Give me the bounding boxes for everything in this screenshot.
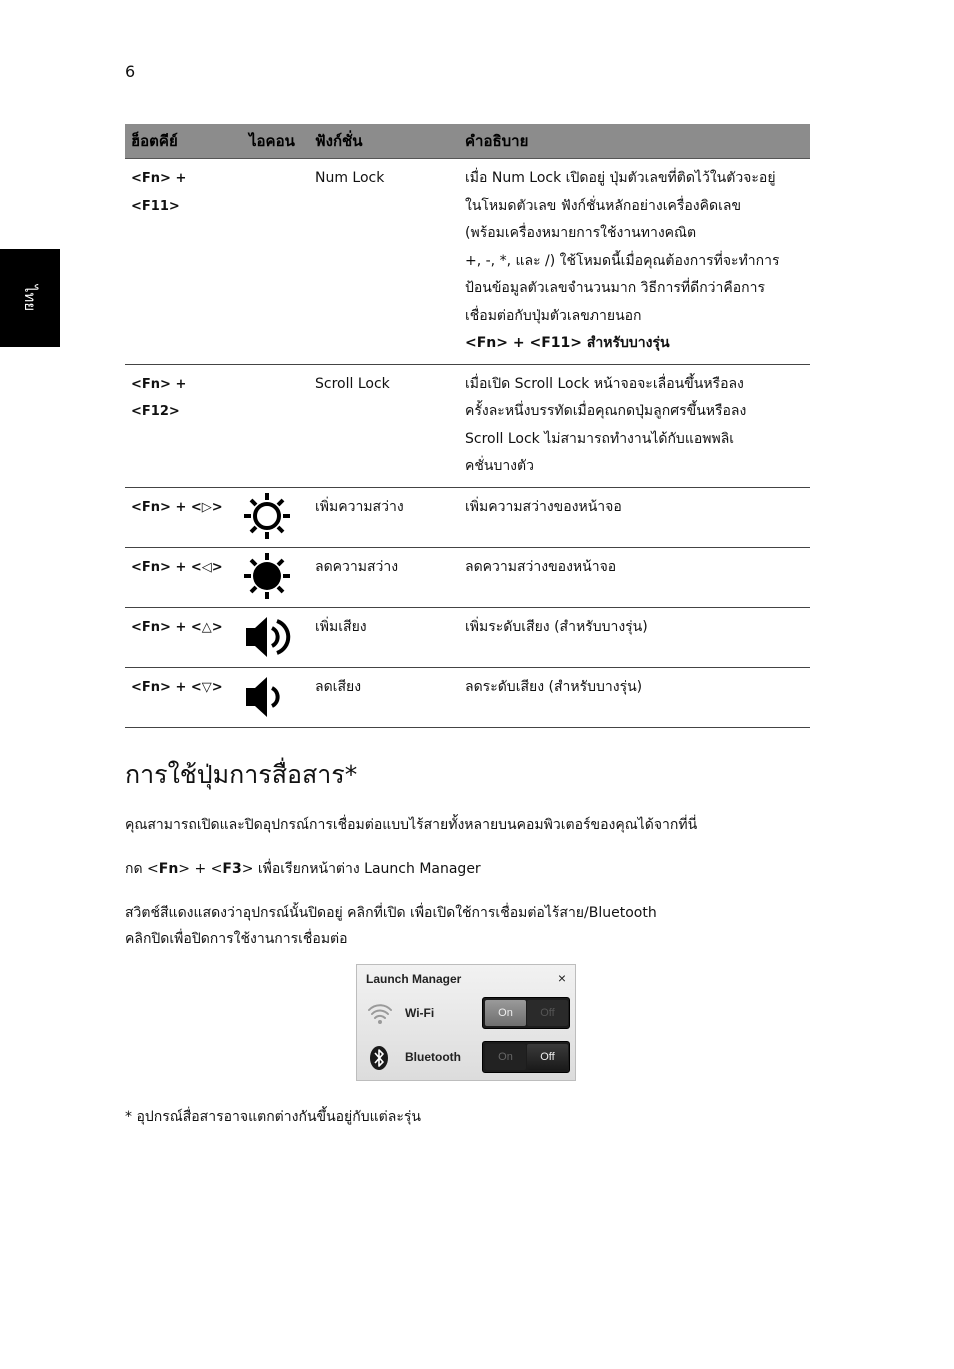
description-line: ป้อนข้อมูลตัวเลขจำนวนมาก วิธีการที่ดีกว่าคือการ xyxy=(465,280,766,296)
description-line: เชื่อมต่อกับปุ่มตัวเลขภายนอก xyxy=(465,307,642,324)
table-row xyxy=(125,364,810,487)
bluetooth-label: Bluetooth xyxy=(405,1050,461,1064)
description-line: คชั่นบางตัว xyxy=(465,458,534,474)
hotkey-table xyxy=(125,124,810,728)
table-row xyxy=(125,487,810,547)
shortcut-key-f3: F3 xyxy=(222,861,242,877)
hotkey-cell: <Fn> + <△> xyxy=(125,607,243,667)
bluetooth-on-button[interactable]: On xyxy=(485,1044,526,1070)
section-title: การใช้ปุ่มการสื่อสาร* xyxy=(125,760,358,789)
function-cell: Scroll Lock xyxy=(309,364,459,487)
intro-paragraph: คุณสามารถเปิดและปิดอุปกรณ์การเชื่อมต่อแบบไร้สายทั้งหลายบนคอมพิวเตอร์ของคุณได้จากที่นี่ xyxy=(125,817,698,833)
brightness-down-icon xyxy=(243,548,303,608)
bluetooth-off-button[interactable]: Off xyxy=(527,1044,568,1070)
header-function: ฟังก์ชั่น xyxy=(309,124,459,159)
shortcut-suffix: > เพื่อเรียกหน้าต่าง Launch Manager xyxy=(241,861,481,877)
wifi-label: Wi-Fi xyxy=(405,1006,435,1020)
table-row xyxy=(125,547,810,607)
header-description: คำอธิบาย xyxy=(459,124,810,159)
wifi-icon xyxy=(367,1001,393,1027)
brightness-up-icon xyxy=(243,488,303,548)
bluetooth-row xyxy=(357,1041,575,1075)
description-cell xyxy=(459,159,810,365)
side-tab-label: ไทย xyxy=(20,284,39,312)
header-icon: ไอคอน xyxy=(243,124,309,159)
table-header-row xyxy=(125,124,810,159)
volume-down-icon xyxy=(243,668,303,728)
shortcut-prefix: กด < xyxy=(125,861,159,877)
description-line: เพิ่มระดับเสียง (สำหรับบางรุ่น) xyxy=(465,618,648,635)
shortcut-key-fn: Fn xyxy=(158,861,179,877)
description-bold-line: <Fn> + <F11> สำหรับบางรุ่น xyxy=(465,335,670,351)
wifi-on-button[interactable]: On xyxy=(485,1000,526,1026)
icon-cell xyxy=(243,547,309,607)
volume-up-icon xyxy=(243,608,303,668)
shortcut-paragraph xyxy=(125,856,481,882)
switch-paragraph xyxy=(125,900,657,952)
function-cell: ลดเสียง xyxy=(309,667,459,727)
description-line: ในโหมดตัวเลข ฟังก์ชั่นหลักอย่างเครื่องคิดเลข xyxy=(465,197,742,214)
header-hotkey: ฮ็อตคีย์ xyxy=(125,124,243,159)
description-cell xyxy=(459,487,810,547)
description-cell xyxy=(459,364,810,487)
description-line: ครั้งละหนึ่งบรรทัดเมื่อคุณกดปุ่มลูกศรขึ้นหรือลง xyxy=(465,403,747,419)
description-line: เมื่อเปิด Scroll Lock หน้าจอจะเลื่อนขึ้นหรือลง xyxy=(465,375,744,392)
description-line: ลดระดับเสียง (สำหรับบางรุ่น) xyxy=(465,678,643,695)
description-cell xyxy=(459,547,810,607)
function-cell: เพิ่มเสียง xyxy=(309,607,459,667)
hotkey-cell: <Fn> + <F11> xyxy=(125,159,243,365)
function-cell: ลดความสว่าง xyxy=(309,547,459,607)
description-line: เพิ่มความสว่างของหน้าจอ xyxy=(465,498,622,515)
description-line: เมื่อ Num Lock เปิดอยู่ ปุ่มตัวเลขที่ติดไว้ในตัวจะอยู่ xyxy=(465,170,776,186)
description-cell xyxy=(459,667,810,727)
wifi-toggle[interactable] xyxy=(482,997,570,1029)
hotkey-cell: <Fn> + <◁> xyxy=(125,547,243,607)
function-cell: Num Lock xyxy=(309,159,459,365)
table-row xyxy=(125,607,810,667)
switch-line-1: สวิตช์สีแดงแสดงว่าอุปกรณ์นั้นปิดอยู่ คลิกที่เปิด เพื่อเปิดใช้การเชื่อมต่อไร้สาย/Bluetooth xyxy=(125,905,657,921)
description-cell xyxy=(459,607,810,667)
icon-cell xyxy=(243,607,309,667)
language-side-tab xyxy=(0,249,60,347)
description-line: Scroll Lock ไม่สามารถทำงานได้กับแอพพลิเ xyxy=(465,430,735,447)
icon-cell xyxy=(243,667,309,727)
icon-cell xyxy=(243,487,309,547)
hotkey-cell: <Fn> + <▷> xyxy=(125,487,243,547)
hotkey-cell: <Fn> + <▽> xyxy=(125,667,243,727)
wifi-row xyxy=(357,997,575,1031)
bluetooth-toggle[interactable] xyxy=(482,1041,570,1073)
shortcut-mid: > + < xyxy=(178,861,223,877)
icon-cell xyxy=(243,159,309,365)
hotkey-cell: <Fn> + <F12> xyxy=(125,364,243,487)
table-row xyxy=(125,159,810,365)
description-line: ลดความสว่างของหน้าจอ xyxy=(465,558,617,575)
page-number: 6 xyxy=(125,62,136,81)
function-cell: เพิ่มความสว่าง xyxy=(309,487,459,547)
description-line: +, -, *, และ /) ใช้โหมดนี้เมื่อคุณต้องการที่จะทำการ xyxy=(465,252,780,269)
close-icon[interactable]: × xyxy=(557,970,566,986)
description-line: (พร้อมเครื่องหมายการใช้งานทางคณิต xyxy=(465,225,697,241)
bluetooth-icon xyxy=(367,1045,393,1071)
icon-cell xyxy=(243,364,309,487)
wifi-off-button[interactable]: Off xyxy=(527,1000,568,1026)
launch-manager-title: Launch Manager xyxy=(366,972,462,986)
table-row xyxy=(125,667,810,727)
switch-line-2: คลิกปิดเพื่อปิดการใช้งานการเชื่อมต่อ xyxy=(125,931,348,947)
footnote: * อุปกรณ์สื่อสารอาจแตกต่างกันขึ้นอยู่กับแต่ละรุ่น xyxy=(125,1109,421,1125)
launch-manager-window xyxy=(356,964,576,1081)
